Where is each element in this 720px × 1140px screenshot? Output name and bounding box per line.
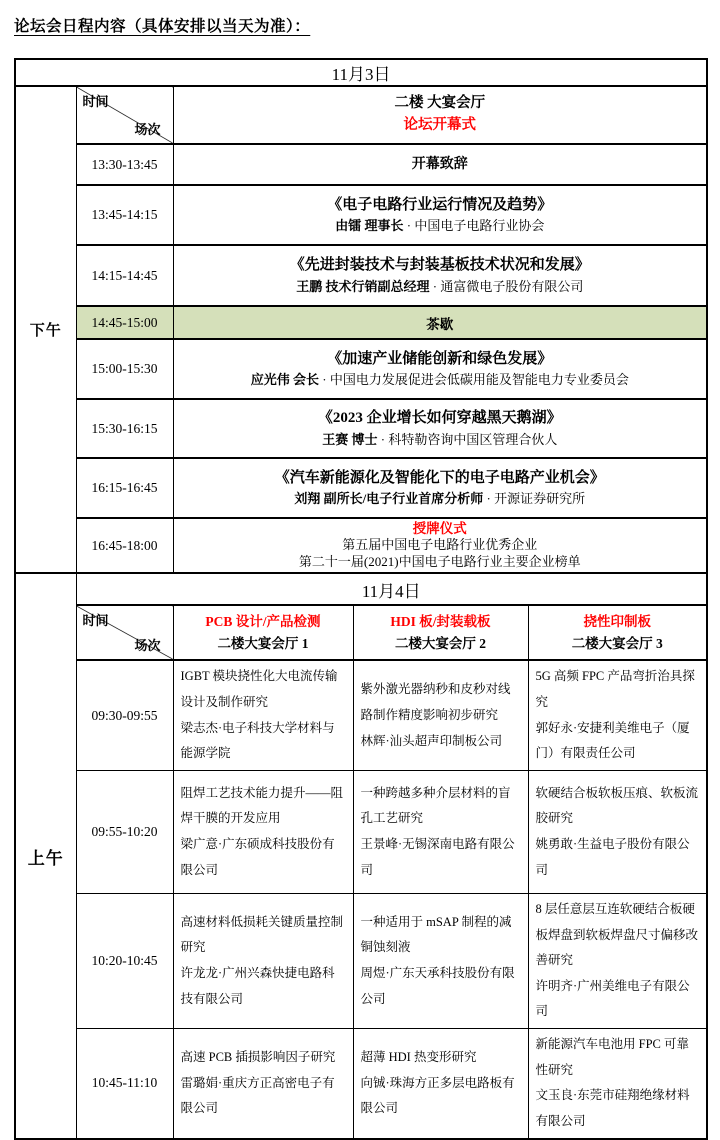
session-speaker (180, 278, 701, 297)
corner-session-label: 场次 (134, 122, 161, 137)
talk-cell (353, 770, 528, 893)
speaker-name: 王赛 博士 (322, 431, 378, 447)
session-cell (173, 339, 707, 399)
talk-cell (528, 893, 707, 1028)
track-topic: PCB 设计/产品检测 (205, 614, 321, 630)
award-ceremony-cell (173, 518, 707, 573)
day2-schedule-table (14, 572, 708, 1139)
time-cell: 10:45-11:10 (76, 1029, 173, 1139)
track-header (528, 605, 707, 660)
time-cell: 09:55-10:20 (76, 770, 173, 893)
track-header (353, 605, 528, 660)
tea-break-row (15, 306, 707, 339)
venue-name: 二楼 大宴会厅 (394, 95, 486, 112)
time-cell: 13:45-14:15 (76, 185, 173, 245)
talk-speaker: 许明齐·广州美维电子有限公司 (535, 978, 690, 1019)
day2-track-header-row (15, 605, 707, 660)
session-row (15, 339, 707, 399)
speaker-org: 通富微电子股份有限公司 (440, 278, 584, 294)
session-title: 《2023 企业增长如何穿越黑天鹅湖》 (317, 410, 562, 427)
talk-cell (528, 1029, 707, 1139)
talk-speaker: 郭好永·安捷利美维电子（厦门）有限责任公司 (535, 720, 690, 761)
time-cell: 15:30-16:15 (76, 399, 173, 458)
talk-title: 新能源汽车电池用 FPC 可靠性研究 (535, 1037, 689, 1077)
day1-period-label: 下午 (15, 86, 76, 573)
speaker-org: 科特勒咨询中国区管理合伙人 (388, 431, 558, 447)
session-row (15, 185, 707, 245)
talk-cell (528, 660, 707, 770)
tea-break-label: 茶歇 (426, 316, 454, 332)
time-cell: 10:20-10:45 (76, 893, 173, 1028)
track-venue: 二楼大宴会厅 2 (394, 635, 487, 651)
talk-cell (353, 1029, 528, 1139)
talk-title: IGBT 模块挠性化大电流传输设计及制作研究 (180, 669, 338, 710)
talk-title: 8 层任意层互连软硬结合板硬板焊盘到软板焊盘尺寸偏移改善研究 (535, 901, 699, 968)
talk-title: 高速材料低损耗关键质量控制研究 (180, 914, 344, 955)
day1-date-header: 11月3日 (15, 59, 707, 86)
talk-cell (173, 660, 353, 770)
opening-ceremony-label: 论坛开幕式 (403, 117, 477, 133)
session-cell (173, 399, 707, 458)
day1-schedule-table (14, 58, 708, 574)
track-topic: HDI 板/封装载板 (390, 614, 491, 630)
talk-cell (173, 1029, 353, 1139)
session-speaker (180, 217, 701, 236)
track-venue: 二楼大宴会厅 1 (217, 635, 309, 651)
talk-cell (528, 770, 707, 893)
corner-session-label: 场次 (134, 638, 161, 654)
speaker-org: 开源证券研究所 (494, 491, 586, 507)
talk-speaker: 林辉·汕头超声印制板公司 (360, 733, 503, 748)
time-cell: 16:45-18:00 (76, 518, 173, 573)
time-cell: 09:30-09:55 (76, 660, 173, 770)
time-cell: 16:15-16:45 (76, 458, 173, 518)
day2-period-label: 上午 (15, 573, 76, 1138)
tea-break-cell (173, 306, 707, 339)
talks-row (15, 1029, 707, 1139)
talks-row (15, 770, 707, 893)
speaker-org: 中国电力发展促进会低碳用能及智能电力专业委员会 (329, 372, 629, 388)
day2-date-header: 11月4日 (76, 573, 707, 605)
speaker-name: 王鹏 技术行销副总经理 (296, 278, 430, 294)
session-speaker (180, 371, 701, 390)
day1-venue-cell (173, 86, 707, 144)
session-title: 《先进封装技术与封装基板技术状况和发展》 (289, 257, 590, 274)
session-title: 《电子电路行业运行情况及趋势》 (327, 196, 553, 213)
time-cell: 14:45-15:00 (76, 306, 173, 339)
time-session-corner (76, 605, 173, 660)
session-row (15, 399, 707, 458)
award-ceremony-title: 授牌仪式 (412, 521, 467, 536)
track-topic: 挠性印制板 (583, 614, 651, 630)
time-session-corner (76, 86, 173, 144)
day1-venue-row (15, 86, 707, 144)
talk-cell (353, 893, 528, 1028)
talk-title: 软硬结合板软板压痕、软板流胶研究 (535, 785, 699, 826)
session-cell (173, 245, 707, 306)
talk-title: 一种适用于 mSAP 制程的减铜蚀刻液 (360, 914, 512, 955)
talk-title: 超薄 HDI 热变形研究 (360, 1049, 477, 1064)
talk-speaker: 文玉良·东莞市硅翔绝缘材料有限公司 (535, 1088, 690, 1128)
speaker-name: 应光伟 会长 (250, 372, 319, 388)
speaker-name: 刘翔 副所长/电子行业首席分析师 (294, 491, 484, 507)
talk-title: 一种跨越多种介层材料的盲孔工艺研究 (360, 785, 511, 826)
session-row (15, 144, 707, 185)
corner-time-label: 时间 (82, 613, 109, 629)
talk-title: 5G 高频 FPC 产品弯折治具探究 (535, 669, 695, 710)
session-speaker (180, 431, 701, 450)
talk-title: 紫外激光器纳秒和皮秒对线路制作精度影响初步研究 (360, 682, 511, 722)
session-title: 开幕致辞 (411, 156, 468, 172)
talks-row (15, 893, 707, 1028)
page-title: 论坛会日程内容（具体安排以当天为准）： (14, 18, 311, 35)
talk-speaker: 梁广意·广东硕成科技股份有限公司 (180, 836, 335, 877)
track-header (173, 605, 353, 660)
award-line-2: 第二十一届(2021)中国电子电路行业主要企业榜单 (298, 553, 581, 569)
session-speaker (180, 490, 701, 509)
speaker-org: 中国电子电路行业协会 (414, 218, 545, 234)
talk-cell (173, 893, 353, 1028)
corner-time-label: 时间 (82, 94, 109, 109)
dot-separator: · (318, 372, 330, 388)
speaker-name: 由镭 理事长 (335, 218, 404, 234)
session-cell (173, 144, 707, 185)
talk-title: 阻焊工艺技术能力提升——阻焊干膜的开发应用 (180, 785, 344, 826)
session-row (15, 245, 707, 306)
session-cell (173, 458, 707, 518)
talk-speaker: 许龙龙·广州兴森快捷电路科技有限公司 (180, 966, 335, 1006)
talk-speaker: 向铖·珠海方正多层电路板有限公司 (360, 1075, 515, 1116)
talk-speaker: 雷璐娟·重庆方正高密电子有限公司 (180, 1075, 335, 1116)
session-cell (173, 185, 707, 245)
session-title: 《汽车新能源化及智能化下的电子电路产业机会》 (274, 469, 605, 486)
award-ceremony-row (15, 518, 707, 573)
talk-speaker: 周煜·广东天承科技股份有限公司 (360, 966, 515, 1006)
time-cell: 13:30-13:45 (76, 144, 173, 185)
talk-cell (173, 770, 353, 893)
dot-separator: · (403, 218, 415, 234)
time-cell: 15:00-15:30 (76, 339, 173, 399)
talk-title: 高速 PCB 插损影响因子研究 (180, 1049, 336, 1064)
time-cell: 14:15-14:45 (76, 245, 173, 306)
day1-date-row (15, 59, 707, 86)
award-line-1: 第五届中国电子电路行业优秀企业 (342, 537, 538, 553)
talk-speaker: 姚勇敢·生益电子股份有限公司 (535, 836, 690, 877)
track-venue: 二楼大宴会厅 3 (571, 635, 663, 651)
session-title: 《加速产业储能创新和绿色发展》 (327, 350, 553, 367)
dot-separator: · (377, 431, 389, 447)
talk-speaker: 王景峰·无锡深南电路有限公司 (360, 836, 515, 877)
session-row (15, 458, 707, 518)
dot-separator: · (429, 278, 441, 294)
talks-row (15, 660, 707, 770)
talk-cell (353, 660, 528, 770)
dot-separator: · (483, 491, 495, 507)
talk-speaker: 梁志杰·电子科技大学材料与能源学院 (180, 720, 335, 761)
day2-date-row (15, 573, 707, 605)
